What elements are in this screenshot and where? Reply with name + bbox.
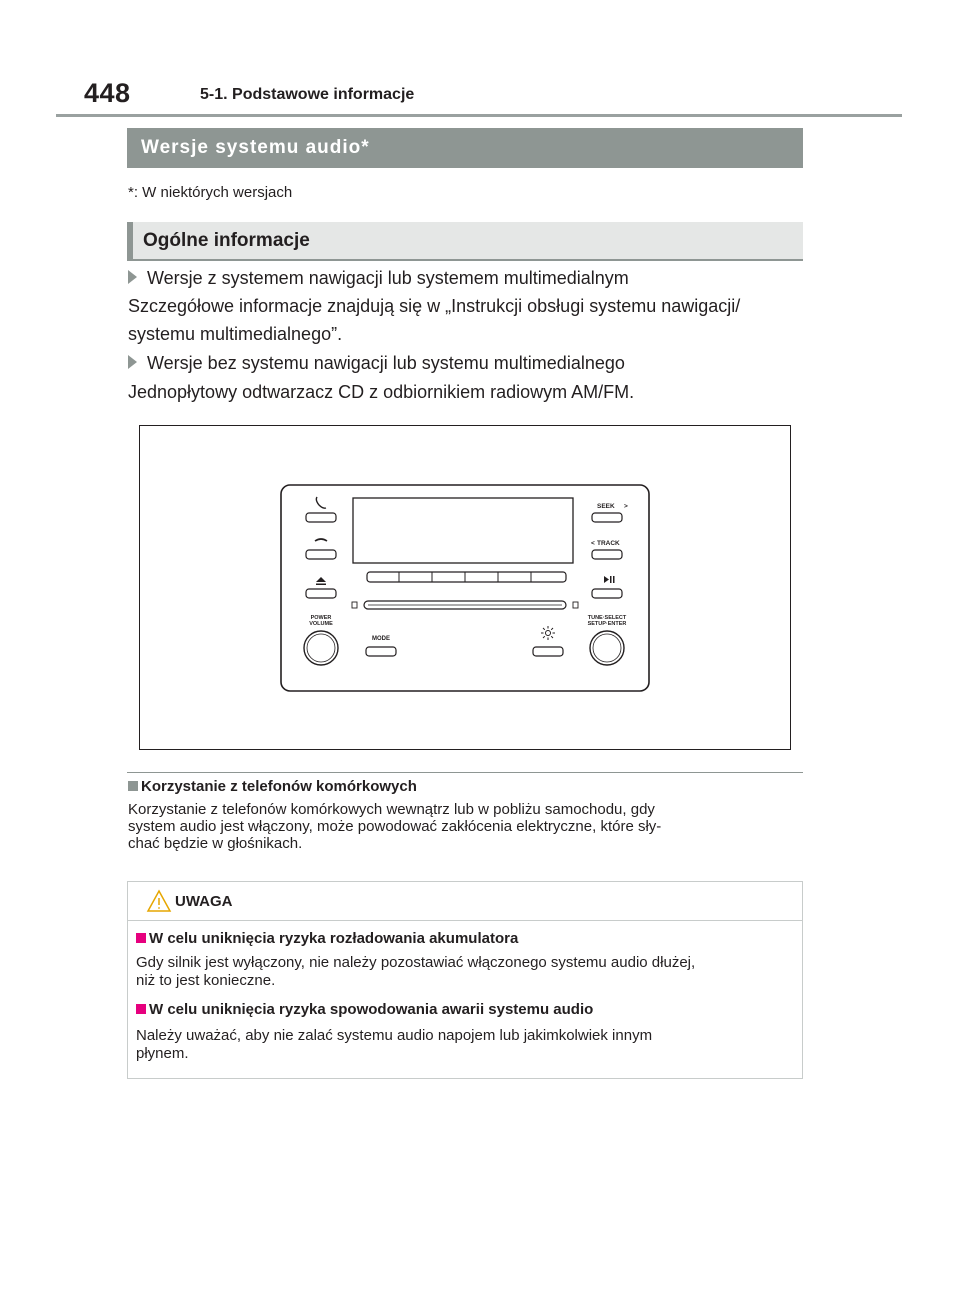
version-heading-text: Wersje bez systemu nawigacji lub systemu multimedialnego	[147, 353, 625, 373]
section-title: 5-1. Podstawowe informacje	[200, 86, 415, 103]
version-body-line: Szczegółowe informacje znajdują się w „Instrukcji obsługi systemu nawigacji/	[128, 296, 741, 316]
title-bar	[127, 128, 803, 168]
caution-item-heading-text: W celu uniknięcia ryzyka rozładowania akumulatora	[149, 930, 519, 947]
version-body-line: Jednopłytowy odtwarzacz CD z odbiornikiem radiowym AM/FM.	[128, 382, 635, 402]
brightness-icon	[541, 626, 555, 640]
mobile-body-line: chać będzie w głośnikach.	[128, 835, 303, 852]
audio-unit-figure	[139, 425, 791, 750]
caution-header	[128, 882, 802, 921]
page-title: Wersje systemu audio*	[141, 137, 370, 158]
tune-select-label: TUNE·SELECT	[587, 615, 627, 621]
caution-title: UWAGA	[175, 893, 233, 910]
phone-pickup-icon	[316, 497, 326, 508]
phone-hangup-icon	[315, 539, 327, 541]
caution-body-line: Należy uważać, aby nie zalać systemu audio napojem lub jakimkolwiek innym	[136, 1027, 653, 1044]
section-divider	[127, 772, 803, 773]
footnote: *: W niektórych wersjach	[128, 184, 293, 201]
seek-arrow: >	[624, 503, 628, 510]
caution-item-body	[136, 954, 798, 990]
caution-item-heading	[136, 930, 518, 948]
version-body	[128, 292, 808, 348]
square-bullet-icon	[136, 933, 146, 943]
volume-label: VOLUME	[309, 621, 333, 627]
version-heading-text: Wersje z systemem nawigacji lub systemem multimedialnym	[147, 268, 629, 288]
caution-body-line: płynem.	[136, 1045, 189, 1062]
mobile-heading	[128, 778, 417, 796]
mobile-body-line: Korzystanie z telefonów komórkowych wewnątrz lub w pobliżu samochodu, gdy	[128, 801, 655, 818]
page-number: 448	[84, 78, 131, 108]
square-bullet-icon	[136, 1004, 146, 1014]
eject-icon	[316, 577, 326, 585]
subheading: Ogólne informacje	[143, 230, 310, 251]
caution-box	[127, 881, 803, 1079]
square-bullet-icon	[128, 781, 138, 791]
play-pause-icon	[604, 576, 615, 583]
triangle-bullet-icon	[128, 270, 137, 284]
subheading-accent	[127, 222, 133, 259]
header-rule	[56, 114, 902, 117]
warning-triangle-icon	[146, 889, 172, 913]
power-label: POWER	[310, 615, 332, 621]
subheading-bar	[127, 222, 803, 261]
mobile-body-line: system audio jest włączony, może powodować zakłócenia elektryczne, które sły-	[128, 818, 662, 835]
caution-item-heading	[136, 1001, 593, 1019]
audio-unit-illustration	[140, 426, 792, 751]
mobile-body	[128, 801, 808, 852]
seek-label: SEEK	[597, 503, 615, 510]
version-body	[128, 378, 808, 406]
mode-label: MODE	[372, 636, 390, 642]
track-arrow: <	[591, 540, 595, 547]
setup-enter-label: SETUP·ENTER	[587, 621, 627, 627]
version-body-line: systemu multimedialnego”.	[128, 324, 343, 344]
caution-body-line: Gdy silnik jest wyłączony, nie należy pozostawiać włączonego systemu audio dłużej,	[136, 954, 696, 971]
version-heading	[128, 353, 625, 374]
caution-item-body	[136, 1027, 798, 1063]
caution-item-heading-text: W celu uniknięcia ryzyka spowodowania awarii systemu audio	[149, 1001, 594, 1018]
caution-body-line: niż to jest konieczne.	[136, 972, 276, 989]
mobile-heading-text: Korzystanie z telefonów komórkowych	[141, 778, 417, 795]
track-label: TRACK	[597, 540, 620, 547]
triangle-bullet-icon	[128, 355, 137, 369]
version-heading	[128, 268, 629, 289]
